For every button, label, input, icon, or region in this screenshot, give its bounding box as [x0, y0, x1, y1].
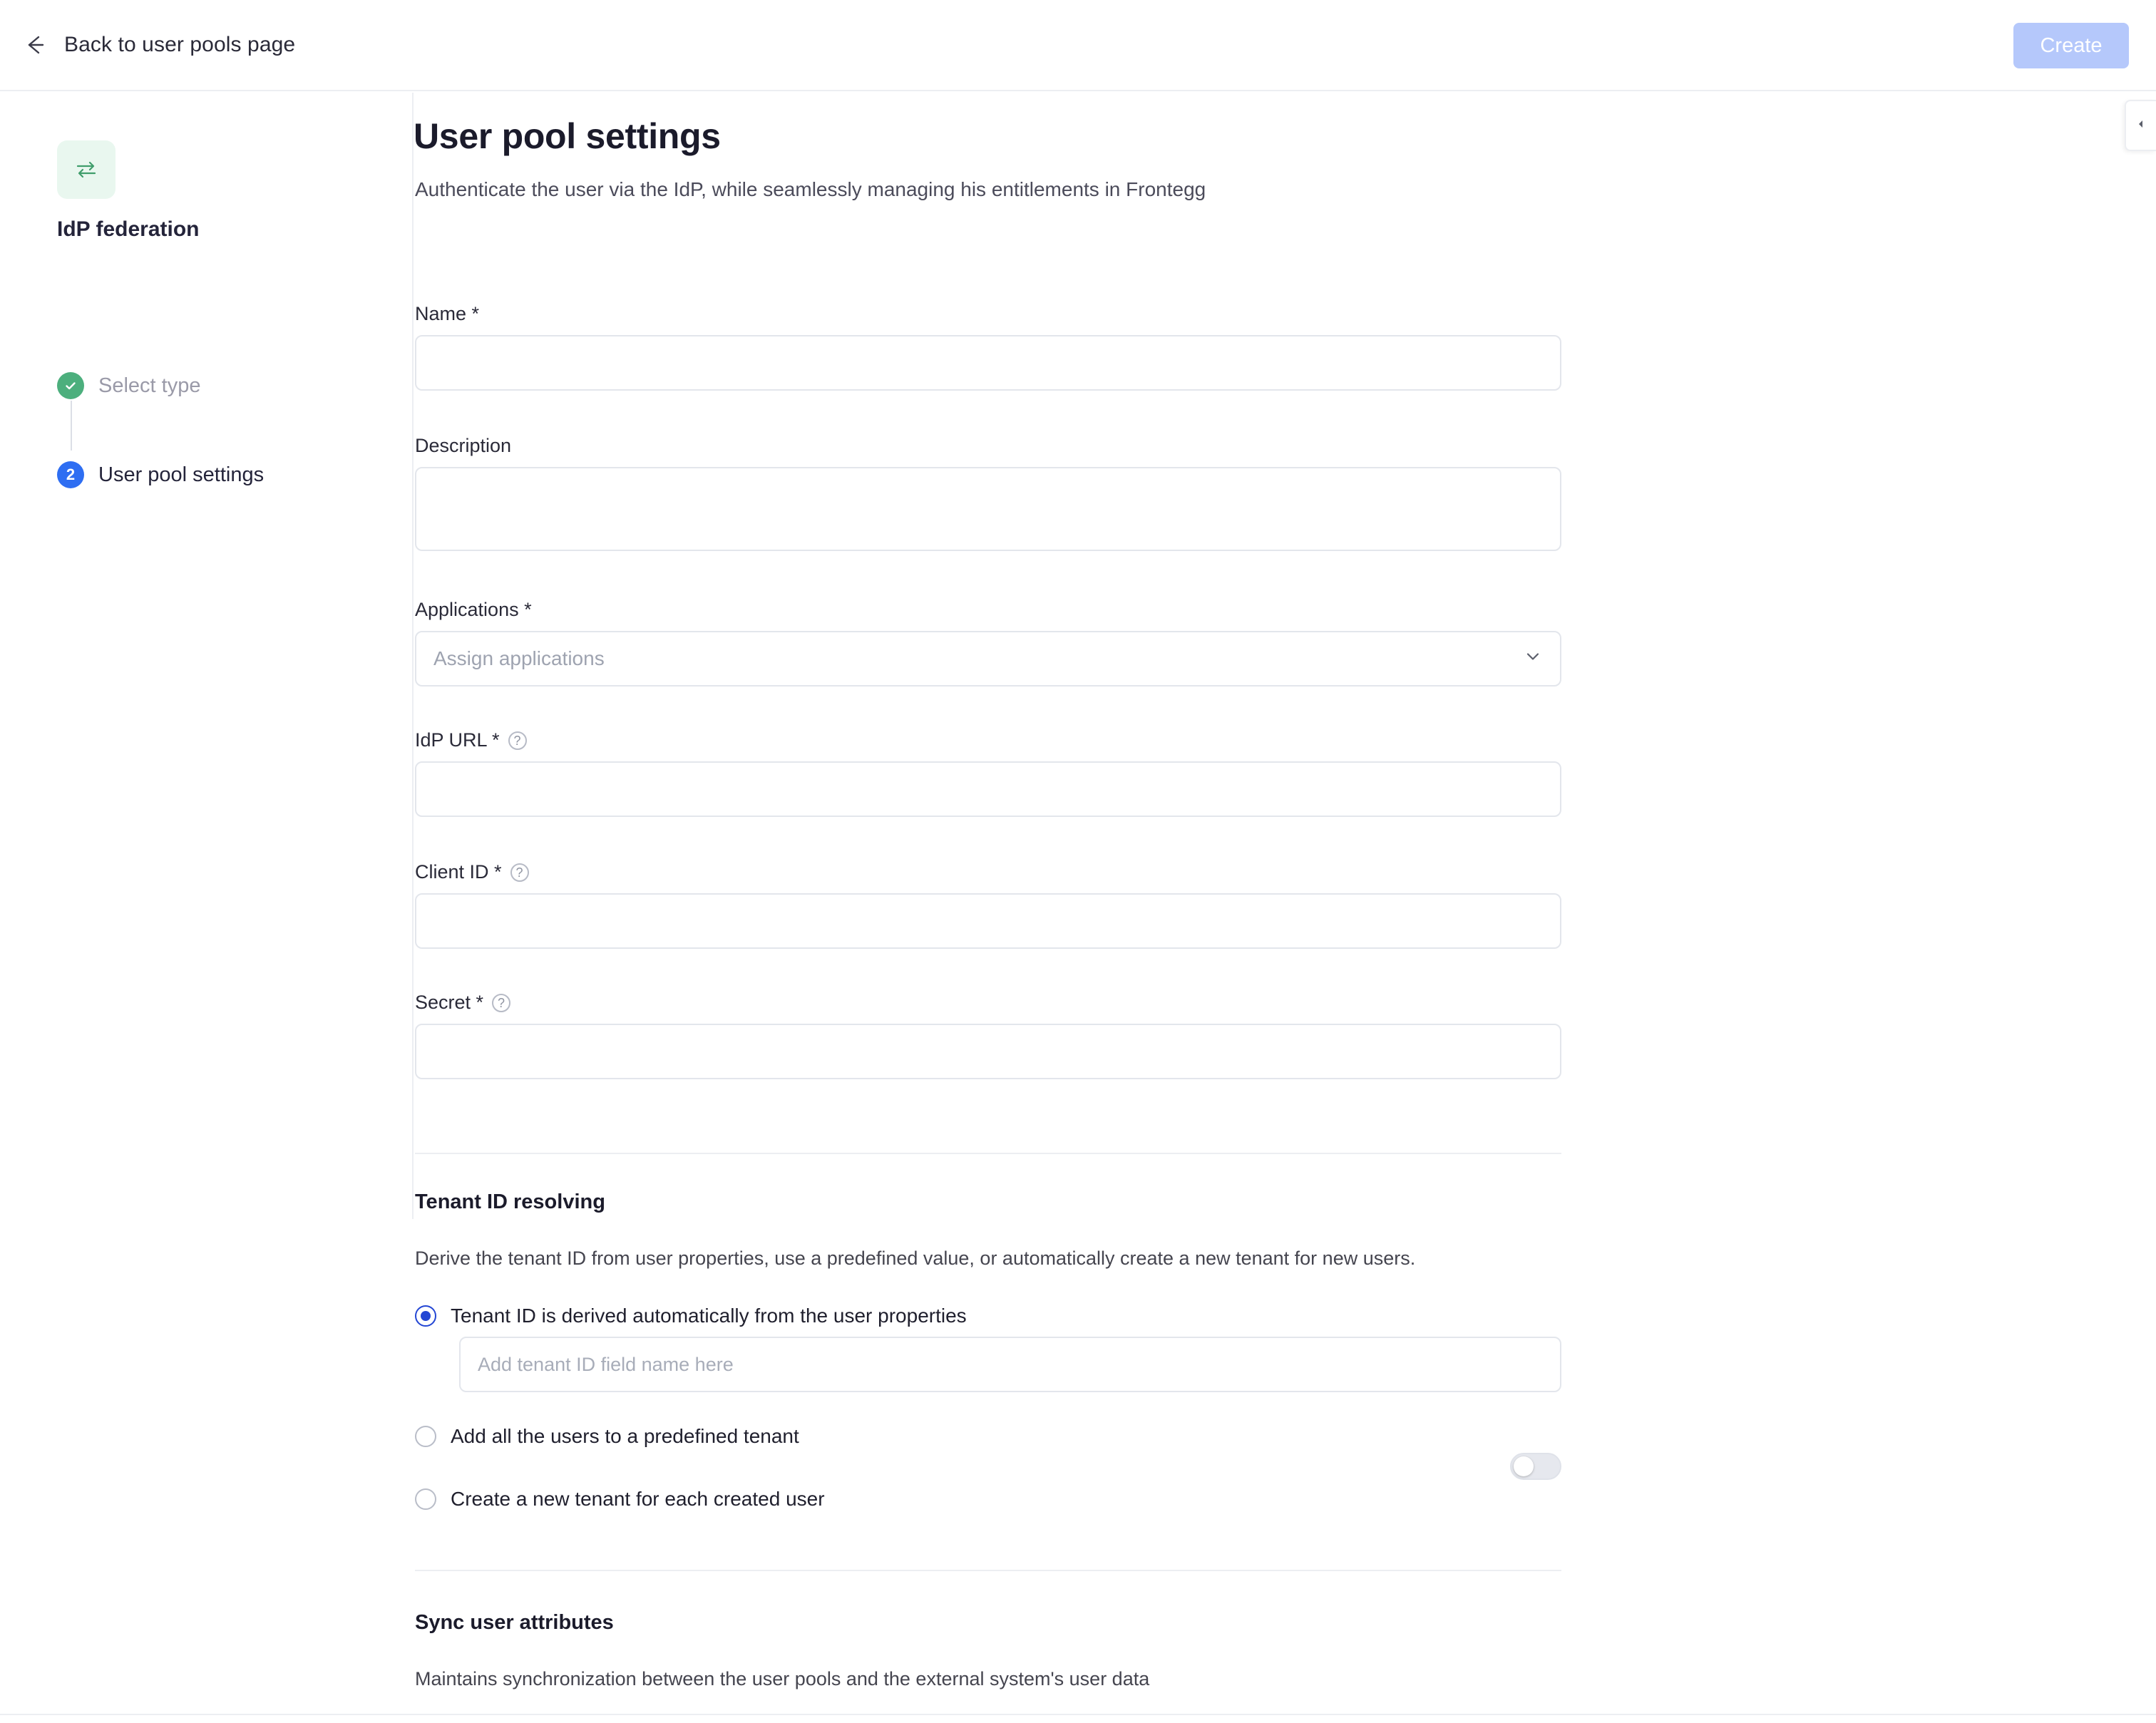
create-button[interactable]: Create	[2013, 23, 2129, 68]
radio-tenant-derived[interactable]	[415, 1305, 967, 1327]
client-id-label-text: Client ID *	[415, 861, 502, 883]
name-input[interactable]	[415, 335, 1561, 391]
arrow-left-icon	[21, 31, 48, 58]
back-to-user-pools-link[interactable]	[21, 31, 295, 58]
field-label-applications: Applications *	[415, 599, 532, 620]
applications-select[interactable]	[415, 631, 1561, 686]
help-icon[interactable]: ?	[510, 863, 529, 882]
sync-section-title: Sync user attributes	[415, 1611, 614, 1634]
help-icon[interactable]: ?	[508, 731, 527, 750]
back-link-label: Back to user pools page	[64, 33, 296, 56]
bottom-divider	[0, 1714, 2156, 1715]
tenant-id-field-input[interactable]	[459, 1337, 1561, 1392]
panel-collapse-toggle[interactable]	[2125, 100, 2156, 151]
sync-section-description: Maintains synchronization between the user pools and the external system's user data	[415, 1668, 1150, 1689]
applications-select-placeholder: Assign applications	[433, 647, 605, 669]
radio-label-new-tenant-per-user: Create a new tenant for each created user	[451, 1488, 825, 1510]
field-idp-url	[415, 729, 1561, 817]
sync-user-attributes-toggle[interactable]	[1510, 1453, 1561, 1480]
radio-icon	[415, 1426, 436, 1447]
radio-icon-selected	[415, 1305, 436, 1327]
stepper-connector	[71, 401, 72, 451]
check-icon	[57, 372, 84, 399]
client-id-input[interactable]	[415, 893, 1561, 949]
radio-new-tenant-per-user[interactable]	[415, 1488, 825, 1511]
field-label-name: Name *	[415, 303, 480, 324]
field-client-id	[415, 861, 1561, 949]
step-label-user-pool-settings: User pool settings	[98, 463, 265, 486]
top-bar	[0, 0, 2156, 91]
idp-federation-icon	[57, 140, 115, 199]
page-title: User pool settings	[414, 116, 721, 156]
description-textarea[interactable]	[415, 467, 1561, 551]
field-label-client-id	[415, 861, 1561, 883]
section-divider	[415, 1570, 1561, 1571]
radio-label-predefined-tenant: Add all the users to a predefined tenant	[451, 1425, 799, 1447]
chevron-left-icon	[2134, 117, 2148, 135]
field-label-secret	[415, 992, 1561, 1014]
sidebar-step-select-type[interactable]	[57, 372, 200, 399]
step-label-select-type: Select type	[98, 374, 201, 397]
secret-input[interactable]	[415, 1024, 1561, 1079]
field-applications	[415, 599, 1561, 686]
radio-predefined-tenant[interactable]	[415, 1425, 799, 1448]
idp-url-input[interactable]	[415, 761, 1561, 817]
step-number-badge: 2	[57, 461, 84, 488]
tenant-section-title: Tenant ID resolving	[415, 1190, 605, 1213]
chevron-down-icon	[1523, 647, 1543, 672]
sidebar-title: IdP federation	[57, 217, 200, 241]
field-secret	[415, 992, 1561, 1079]
stepper-sidebar	[0, 93, 414, 1219]
help-icon[interactable]: ?	[492, 994, 510, 1012]
sidebar-step-user-pool-settings[interactable]	[57, 461, 264, 488]
field-label-description: Description	[415, 435, 512, 456]
tenant-section-description: Derive the tenant ID from user properties, use a predefined value, or automatically create a new tenant for new users.	[415, 1248, 1416, 1269]
field-description	[415, 435, 1561, 555]
idp-url-label-text: IdP URL *	[415, 729, 500, 751]
secret-label-text: Secret *	[415, 992, 484, 1013]
radio-icon	[415, 1488, 436, 1510]
radio-label-tenant-derived: Tenant ID is derived automatically from the user properties	[451, 1305, 967, 1327]
section-divider	[415, 1153, 1561, 1154]
field-name	[415, 303, 1561, 391]
page-subtitle: Authenticate the user via the IdP, while seamlessly managing his entitlements in Frontegg	[415, 178, 1206, 200]
field-label-idp-url	[415, 729, 1561, 751]
